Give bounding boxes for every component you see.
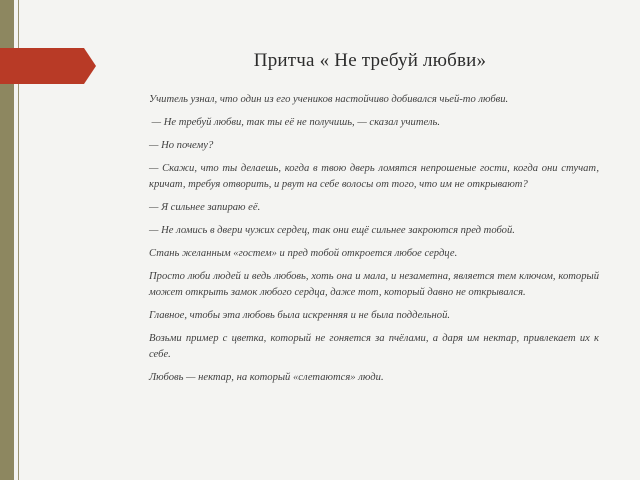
paragraph-11: Любовь — нектар, на который «слетаются» люди.: [149, 372, 384, 383]
paragraph-6: — Не ломись в двери чужих сердец, так они ещё сильнее закроются пред тобой.: [149, 225, 515, 236]
paragraph-10: Возьми пример с цветка, который не гоняется за пчёлами, а даря им нектар, привлекает их к себе.: [149, 333, 599, 360]
title-arrow-shape: [0, 48, 96, 84]
paragraph-2: — Не требуй любви, так ты её не получишь, — сказал учитель.: [149, 117, 441, 128]
slide-body: [149, 92, 599, 393]
paragraph-1: Учитель узнал, что один из его учеников настойчиво добивался чьей-то любви.: [149, 94, 509, 105]
paragraph-8: Просто люби людей и ведь любовь, хоть она и мала, и незаметна, является тем ключом, который может открыть замок любого сердца, даже тот, который давно не открывался.: [149, 271, 599, 298]
paragraph-3: — Но почему?: [149, 140, 214, 151]
paragraph-9: Главное, чтобы эта любовь была искренняя и не была поддельной.: [149, 310, 451, 321]
paragraph-7: Стань желанным «гостем» и пред тобой откроется любое сердце.: [149, 248, 458, 259]
paragraph-4: — Скажи, что ты делаешь, когда в твою дверь ломятся непрошеные гости, когда они стучат, кричат, требуя отворить, и рвут на себе волосы от того, что им не открывают?: [149, 163, 599, 190]
slide-title: Притча « Не требуй любви»: [253, 50, 487, 71]
paragraph-5: — Я сильнее запираю её.: [149, 202, 261, 213]
